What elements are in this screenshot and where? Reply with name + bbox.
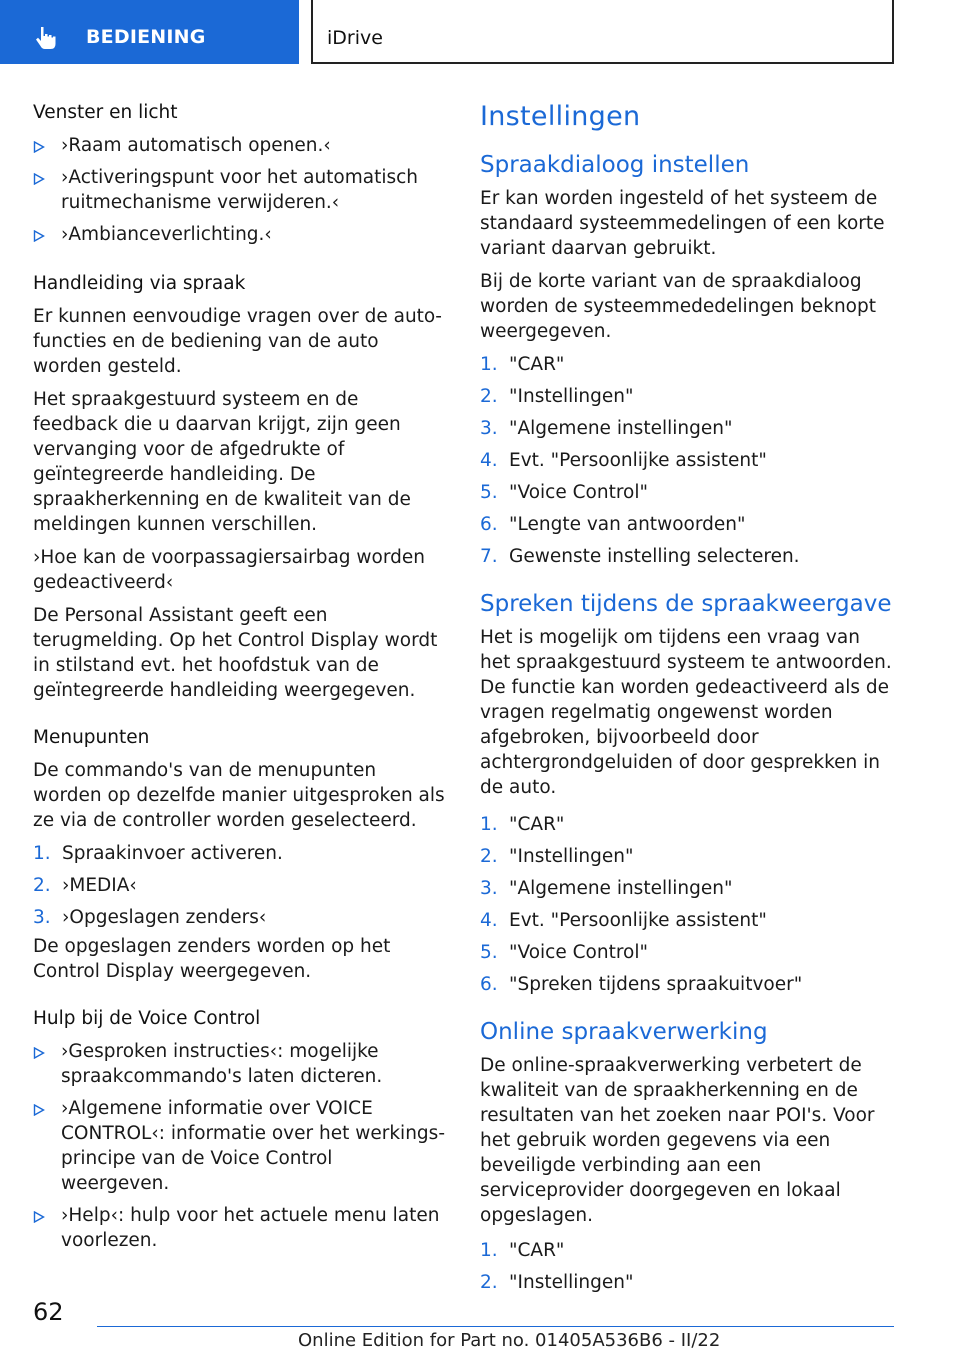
section-label: BEDIENING (86, 26, 206, 48)
paragraph: Er kan worden ingesteld of het systeem de standaard systeemmedelingen of een korte variant daarvan gebruikt. (480, 188, 885, 259)
list-item: 3. "Algemene instellingen" (480, 418, 733, 439)
paragraph: Het is mogelijk om tijdens een vraag van het spraakgestuurd systeem te antwoorden. De functie kan worden gedeactiveerd als de vragen regelmatig ongewenst worden afgebroken, bijvoorbeeld door achtergrondgeluiden of door gesprekken in de auto. (480, 627, 892, 798)
list-item: 1. "CAR" (480, 1240, 565, 1261)
page-header (0, 0, 960, 66)
chapter-title: iDrive (327, 27, 383, 49)
paragraph: Het spraakgestuurd systeem en de feedback die u daarvan krijgt, zijn geen vervanging voor de afgedrukte of geïntegreerde handleiding. De spraakherkenning en de kwaliteit van de meldingen kunnen verschillen. (33, 389, 411, 535)
paragraph: Er kunnen eenvoudige vragen over de autofuncties en de bediening van de auto worden gesteld. (33, 306, 442, 377)
list-item: 5. "Voice Control" (480, 482, 649, 503)
list-item: 2. "Instellingen" (480, 386, 634, 407)
list-item: 1. "CAR" (480, 354, 565, 375)
triangle-bullet-icon (33, 1047, 45, 1059)
list-item: 1. Spraakinvoer activeren. (33, 843, 283, 864)
list-item: 2. "Instellingen" (480, 846, 634, 867)
triangle-bullet-icon (33, 173, 45, 185)
footer-divider (97, 1326, 894, 1327)
paragraph: De opgeslagen zenders worden op het Control Display weergegeven. (33, 936, 391, 982)
right-column (480, 100, 895, 1305)
hulp-heading: Hulp bij de Voice Control (33, 1008, 261, 1029)
list-item: 6. "Spreken tijdens spraakuitvoer" (480, 974, 803, 995)
paragraph: De Personal Assistant geeft een terugmelding. Op het Control Display wordt in stilstand evt. het hoofdstuk van de geïntegreerde handleiding weergegeven. (33, 605, 438, 701)
list-item: 4. Evt. "Persoonlijke assistent" (480, 910, 767, 931)
spraakdialoog-steps (480, 352, 895, 569)
paragraph: De commando's van de menupunten worden op dezelfde manier uitgesproken als ze via de controller worden geselecteerd. (33, 760, 445, 831)
list-item: ›Activeringspunt voor het automatisch ruitmechanisme verwijderen.‹ (33, 165, 445, 215)
list-item: 1. "CAR" (480, 814, 565, 835)
list-item: ›Ambianceverlichting.‹ (33, 222, 445, 247)
spraakdialoog-heading: Spraakdialoog instellen (480, 152, 750, 178)
list-item: 2. "Instellingen" (480, 1272, 634, 1293)
online-steps (480, 1238, 895, 1295)
hand-pointer-icon (32, 24, 60, 52)
spreken-steps (480, 812, 895, 997)
list-item: 4. Evt. "Persoonlijke assistent" (480, 450, 767, 471)
list-item: ›Algemene informatie over VOICE CONTROL‹: informatie over het werkingsprincipe van de Voice Control weergeven. (33, 1096, 445, 1196)
list-item: ›Gesproken instructies‹: mogelijke spraakcommando's laten dicteren. (33, 1039, 445, 1089)
paragraph: Bij de korte variant van de spraakdialoog worden de systeemmededelingen beknopt weergegeven. (480, 271, 876, 342)
triangle-bullet-icon (33, 230, 45, 242)
venster-list (33, 133, 445, 247)
left-column (33, 100, 445, 1263)
spreken-heading: Spreken tijdens de spraakweergave (480, 591, 892, 617)
list-item: 7. Gewenste instelling selecteren. (480, 546, 800, 567)
paragraph: ›Hoe kan de voorpassagiersairbag worden gedeactiveerd‹ (33, 547, 425, 593)
footer-edition: Online Edition for Part no. 01405A536B6 - II/22 (298, 1330, 721, 1351)
page-title: Instellingen (480, 101, 641, 132)
list-item: 5. "Voice Control" (480, 942, 649, 963)
list-item: 3. "Algemene instellingen" (480, 878, 733, 899)
list-item: ›Raam automatisch openen.‹ (33, 133, 445, 158)
menupunten-heading: Menupunten (33, 727, 150, 748)
list-item: ›Help‹: hulp voor het actuele menu laten voorlezen. (33, 1203, 445, 1253)
menupunten-steps (33, 841, 445, 930)
list-item: 3. ›Opgeslagen zenders‹ (33, 907, 267, 928)
triangle-bullet-icon (33, 141, 45, 153)
hulp-list (33, 1039, 445, 1253)
paragraph: De online-spraakverwerking verbetert de kwaliteit van de spraakherkenning en de resultaten van het zoeken naar POI's. Voor het gebruik worden gegevens via een beveiligde verbinding aan een serviceprovider doorgegeven en lokaal opgeslagen. (480, 1055, 875, 1226)
venster-heading: Venster en licht (33, 102, 178, 123)
online-heading: Online spraakverwerking (480, 1019, 768, 1045)
list-item: 2. ›MEDIA‹ (33, 875, 137, 896)
list-item: 6. "Lengte van antwoorden" (480, 514, 746, 535)
handleiding-heading: Handleiding via spraak (33, 273, 246, 294)
chapter-box (311, 0, 894, 64)
section-tab (0, 0, 299, 64)
triangle-bullet-icon (33, 1211, 45, 1223)
triangle-bullet-icon (33, 1104, 45, 1116)
page-number: 62 (33, 1298, 64, 1326)
